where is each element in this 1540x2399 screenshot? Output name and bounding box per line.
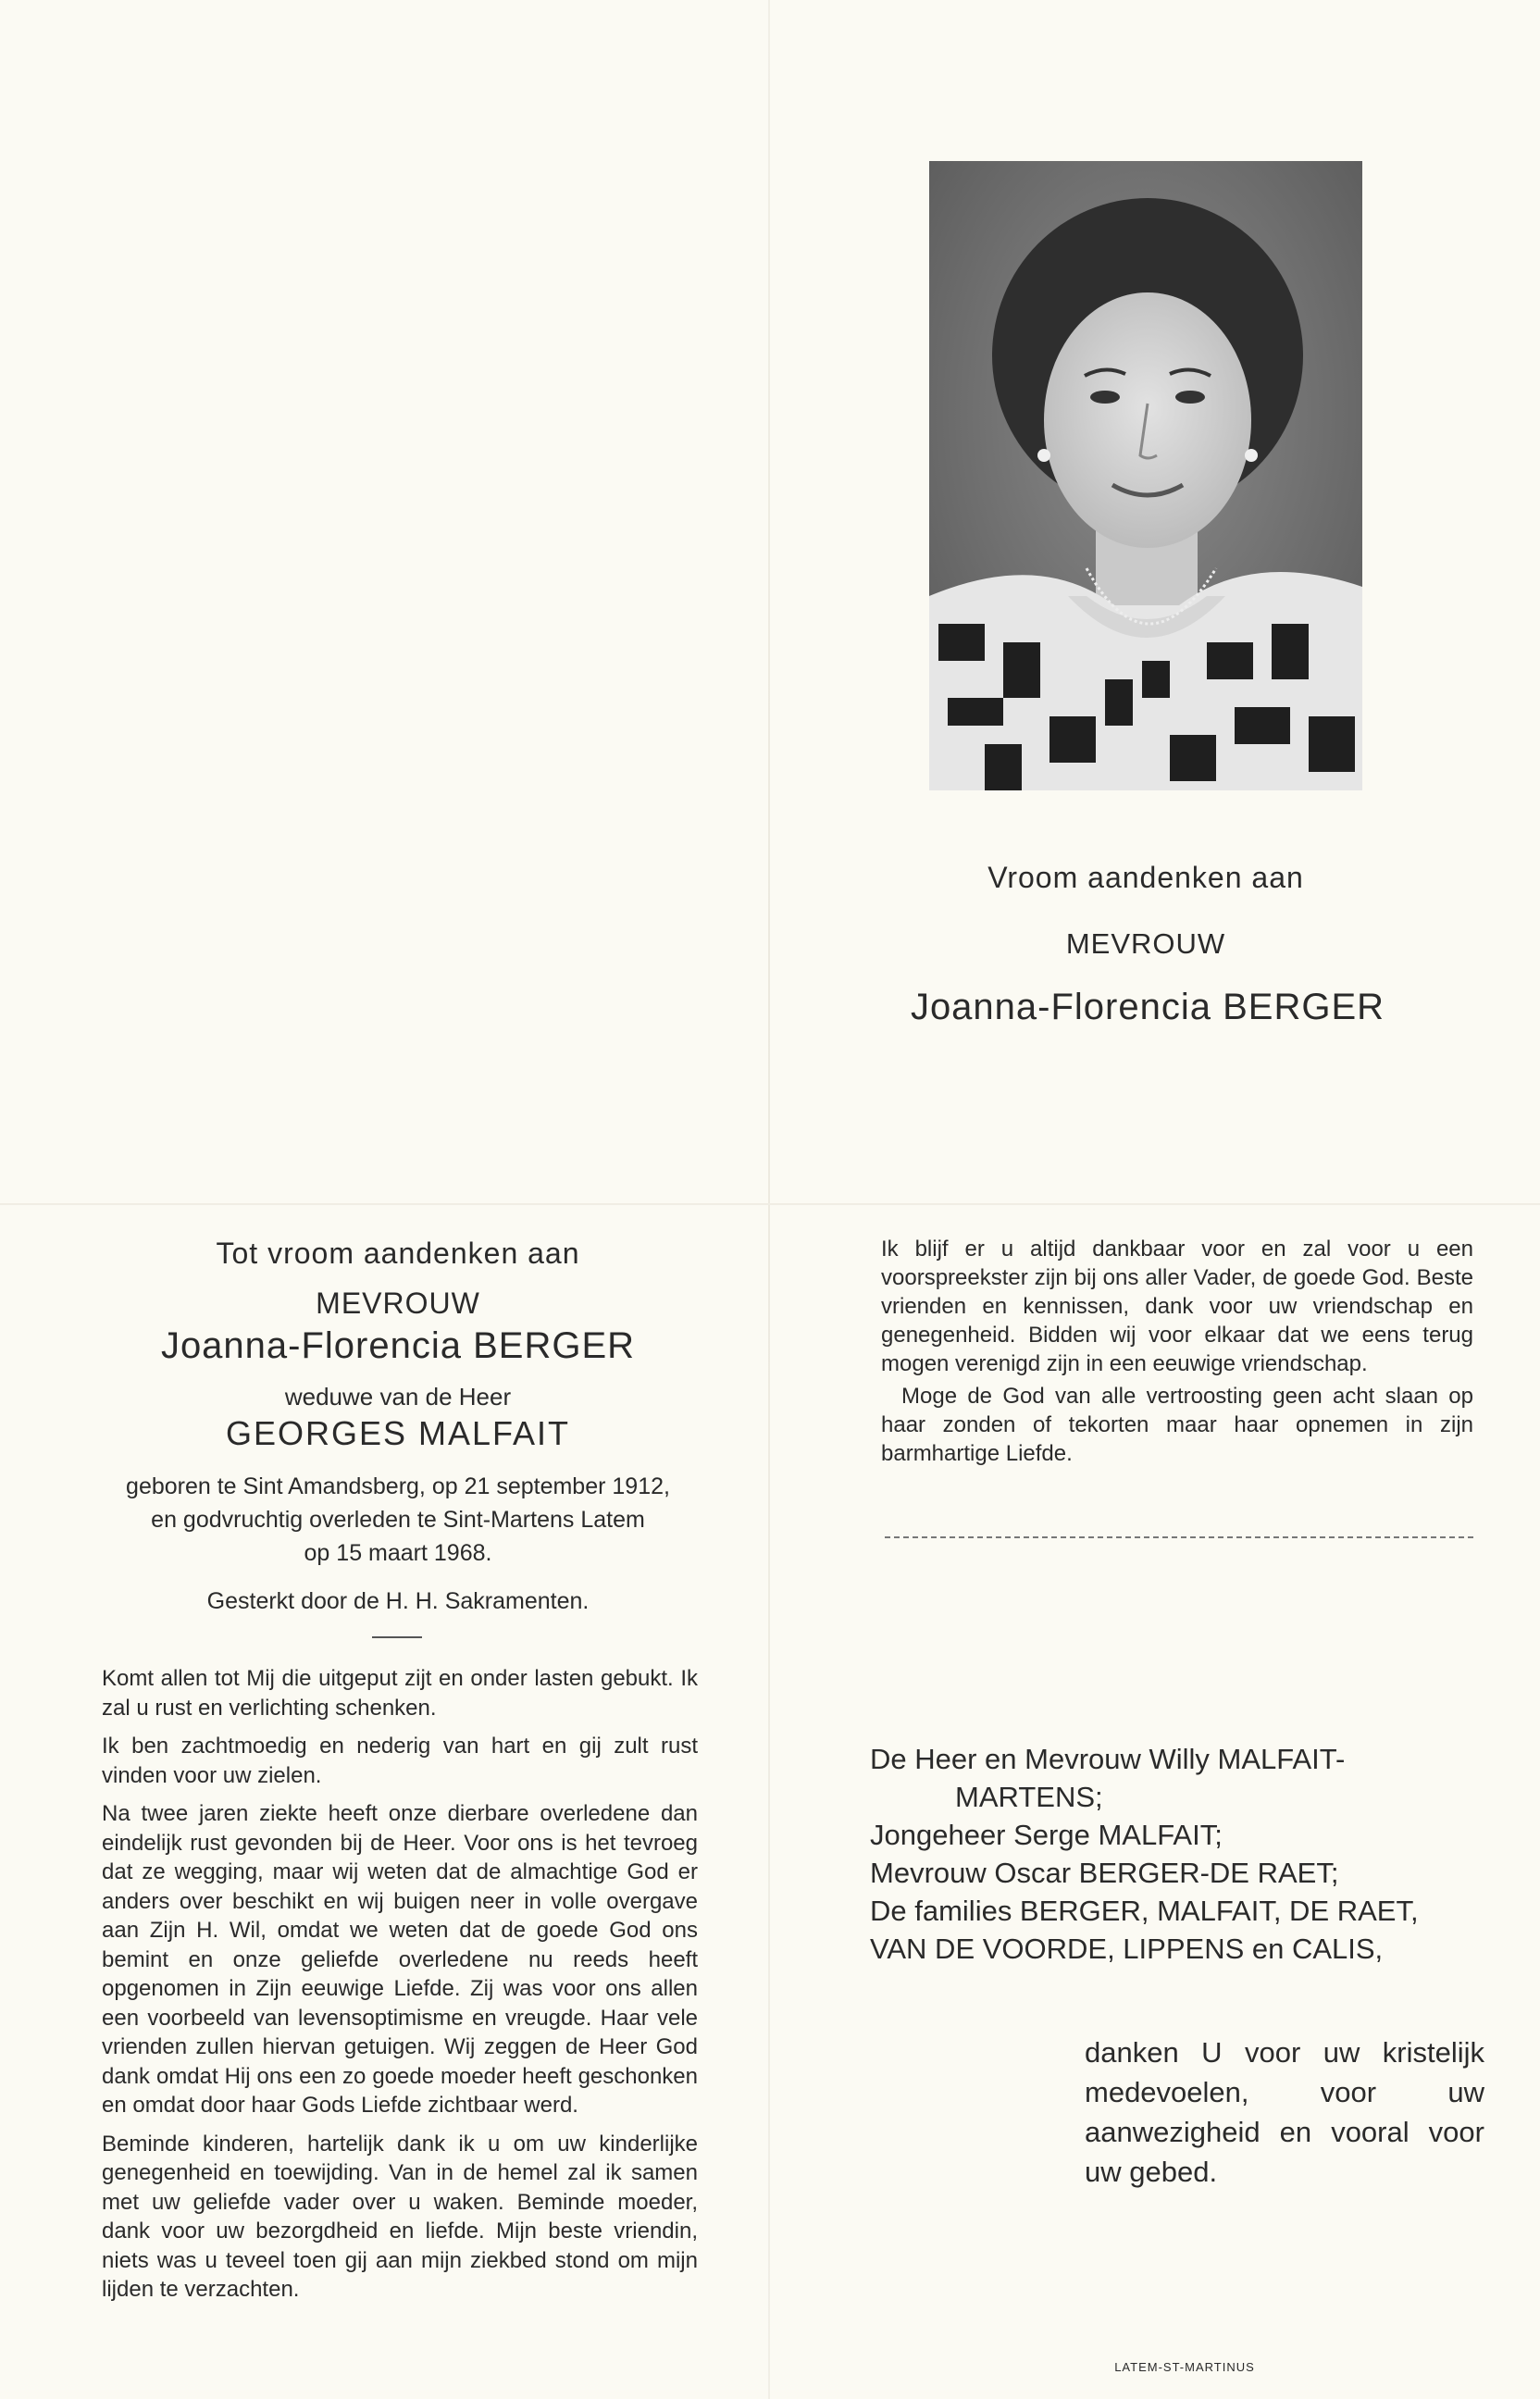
obituary-title: MEVROUW — [316, 1287, 480, 1320]
divider — [372, 1636, 422, 1638]
thanks-text: danken U voor uw kristelijk medevoelen, voor uw aanwezigheid en vooral voor uw gebed. — [1085, 2036, 1484, 2188]
birth-death-details — [83, 1470, 713, 1570]
widow-of: weduwe van de Heer — [284, 1383, 512, 1411]
family-list — [870, 1740, 1499, 1968]
memorial-paragraph: Komt allen tot Mij die uitgeput zijt en onder lasten gebukt. Ik zal u rust en verlichting schenken. — [102, 1666, 698, 1721]
prayer-paragraph: Moge de God van alle vertroosting geen acht slaan op haar zonden of tekorten maar haar opnemen in zijn barmhartige Liefde. — [881, 1384, 1473, 1466]
horizontal-fold — [0, 1203, 1540, 1205]
memorial-text — [102, 1664, 698, 2314]
family-line: Jongeheer Serge MALFAIT; — [870, 1819, 1223, 1851]
death-date: op 15 maart 1968. — [304, 1540, 492, 1566]
fold-line — [768, 0, 770, 2399]
dashed-divider — [885, 1536, 1473, 1538]
memorial-paragraph: Na twee jaren ziekte heeft onze dierbare overledene dan eindelijk rust gevonden bij de Heer. Voor ons is het tevroeg dat ze wegging, maar wij weten dat de almachtige God er anders over beschikt en wij buigen neer in volle overgave aan Zijn H. Wil, omdat we weten dat de goede God ons bemint en onze geliefde overledene nu reeds heeft opgenomen in Zijn eeuwige Liefde. Zij was voor ons allen een voorbeeld van levensoptimisme en vreugde. Haar vele vrienden zullen hiervan getuigen. Wij zeggen de Heer God dank omdat Hij ons een zo goede moeder heeft geschonken en omdat door haar Gods Liefde zichtbaar werd. — [102, 1801, 698, 2118]
family-line: Mevrouw Oscar BERGER-DE RAET; — [870, 1857, 1339, 1889]
spouse-name: GEORGES MALFAIT — [225, 1414, 571, 1452]
memorial-paragraph: Ik ben zachtmoedig en nederig van hart en gij zult rust vinden voor uw zielen. — [102, 1734, 698, 1788]
sacraments-line: Gesterkt door de H. H. Sakramenten. — [206, 1588, 590, 1614]
prayer-paragraph: Ik blijf er u altijd dankbaar voor en zal voor u een voorspreekster zijn bij ons aller Vader, de goede God. Beste vrienden en kennissen, dank voor uw vriendschap en genegenheid. Bidden wij voor elkaar dat we eens terug mogen verenigd zijn in een eeuwige vriendschap. — [881, 1237, 1473, 1376]
front-title: MEVROUW — [1065, 927, 1226, 960]
birth-line: geboren te Sint Amandsberg, op 21 september 1912, — [126, 1473, 670, 1499]
family-line: De Heer en Mevrouw Willy MALFAIT- — [870, 1743, 1346, 1775]
prayer-text — [881, 1235, 1473, 1472]
memorial-paragraph: Beminde kinderen, hartelijk dank ik u om uw kinderlijke genegenheid en toewijding. Van in de hemel zal ik samen met uw geliefde vader over u waken. Beminde moeder, dank voor uw bezorgdheid en liefde. Mijn beste vriendin, niets was u teveel toen gij aan mijn ziekbed stond om mijn lijden te verzachten. — [102, 2131, 698, 2302]
front-heading: Vroom aandenken aan — [987, 861, 1304, 894]
obituary-heading: Tot vroom aandenken aan — [216, 1237, 580, 1270]
front-name: Joanna-Florencia BERGER — [910, 987, 1385, 1027]
printer-imprint: LATEM-ST-MARTINUS — [1114, 2360, 1255, 2374]
obituary-name: Joanna-Florencia BERGER — [160, 1325, 636, 1366]
portrait-photo — [929, 161, 1362, 790]
family-line: De families BERGER, MALFAIT, DE RAET, — [870, 1895, 1419, 1927]
family-line: VAN DE VOORDE, LIPPENS en CALIS, — [870, 1933, 1384, 1965]
family-line: MARTENS; — [955, 1781, 1103, 1813]
death-line: en godvruchtig overleden te Sint-Martens Latem — [151, 1507, 645, 1533]
